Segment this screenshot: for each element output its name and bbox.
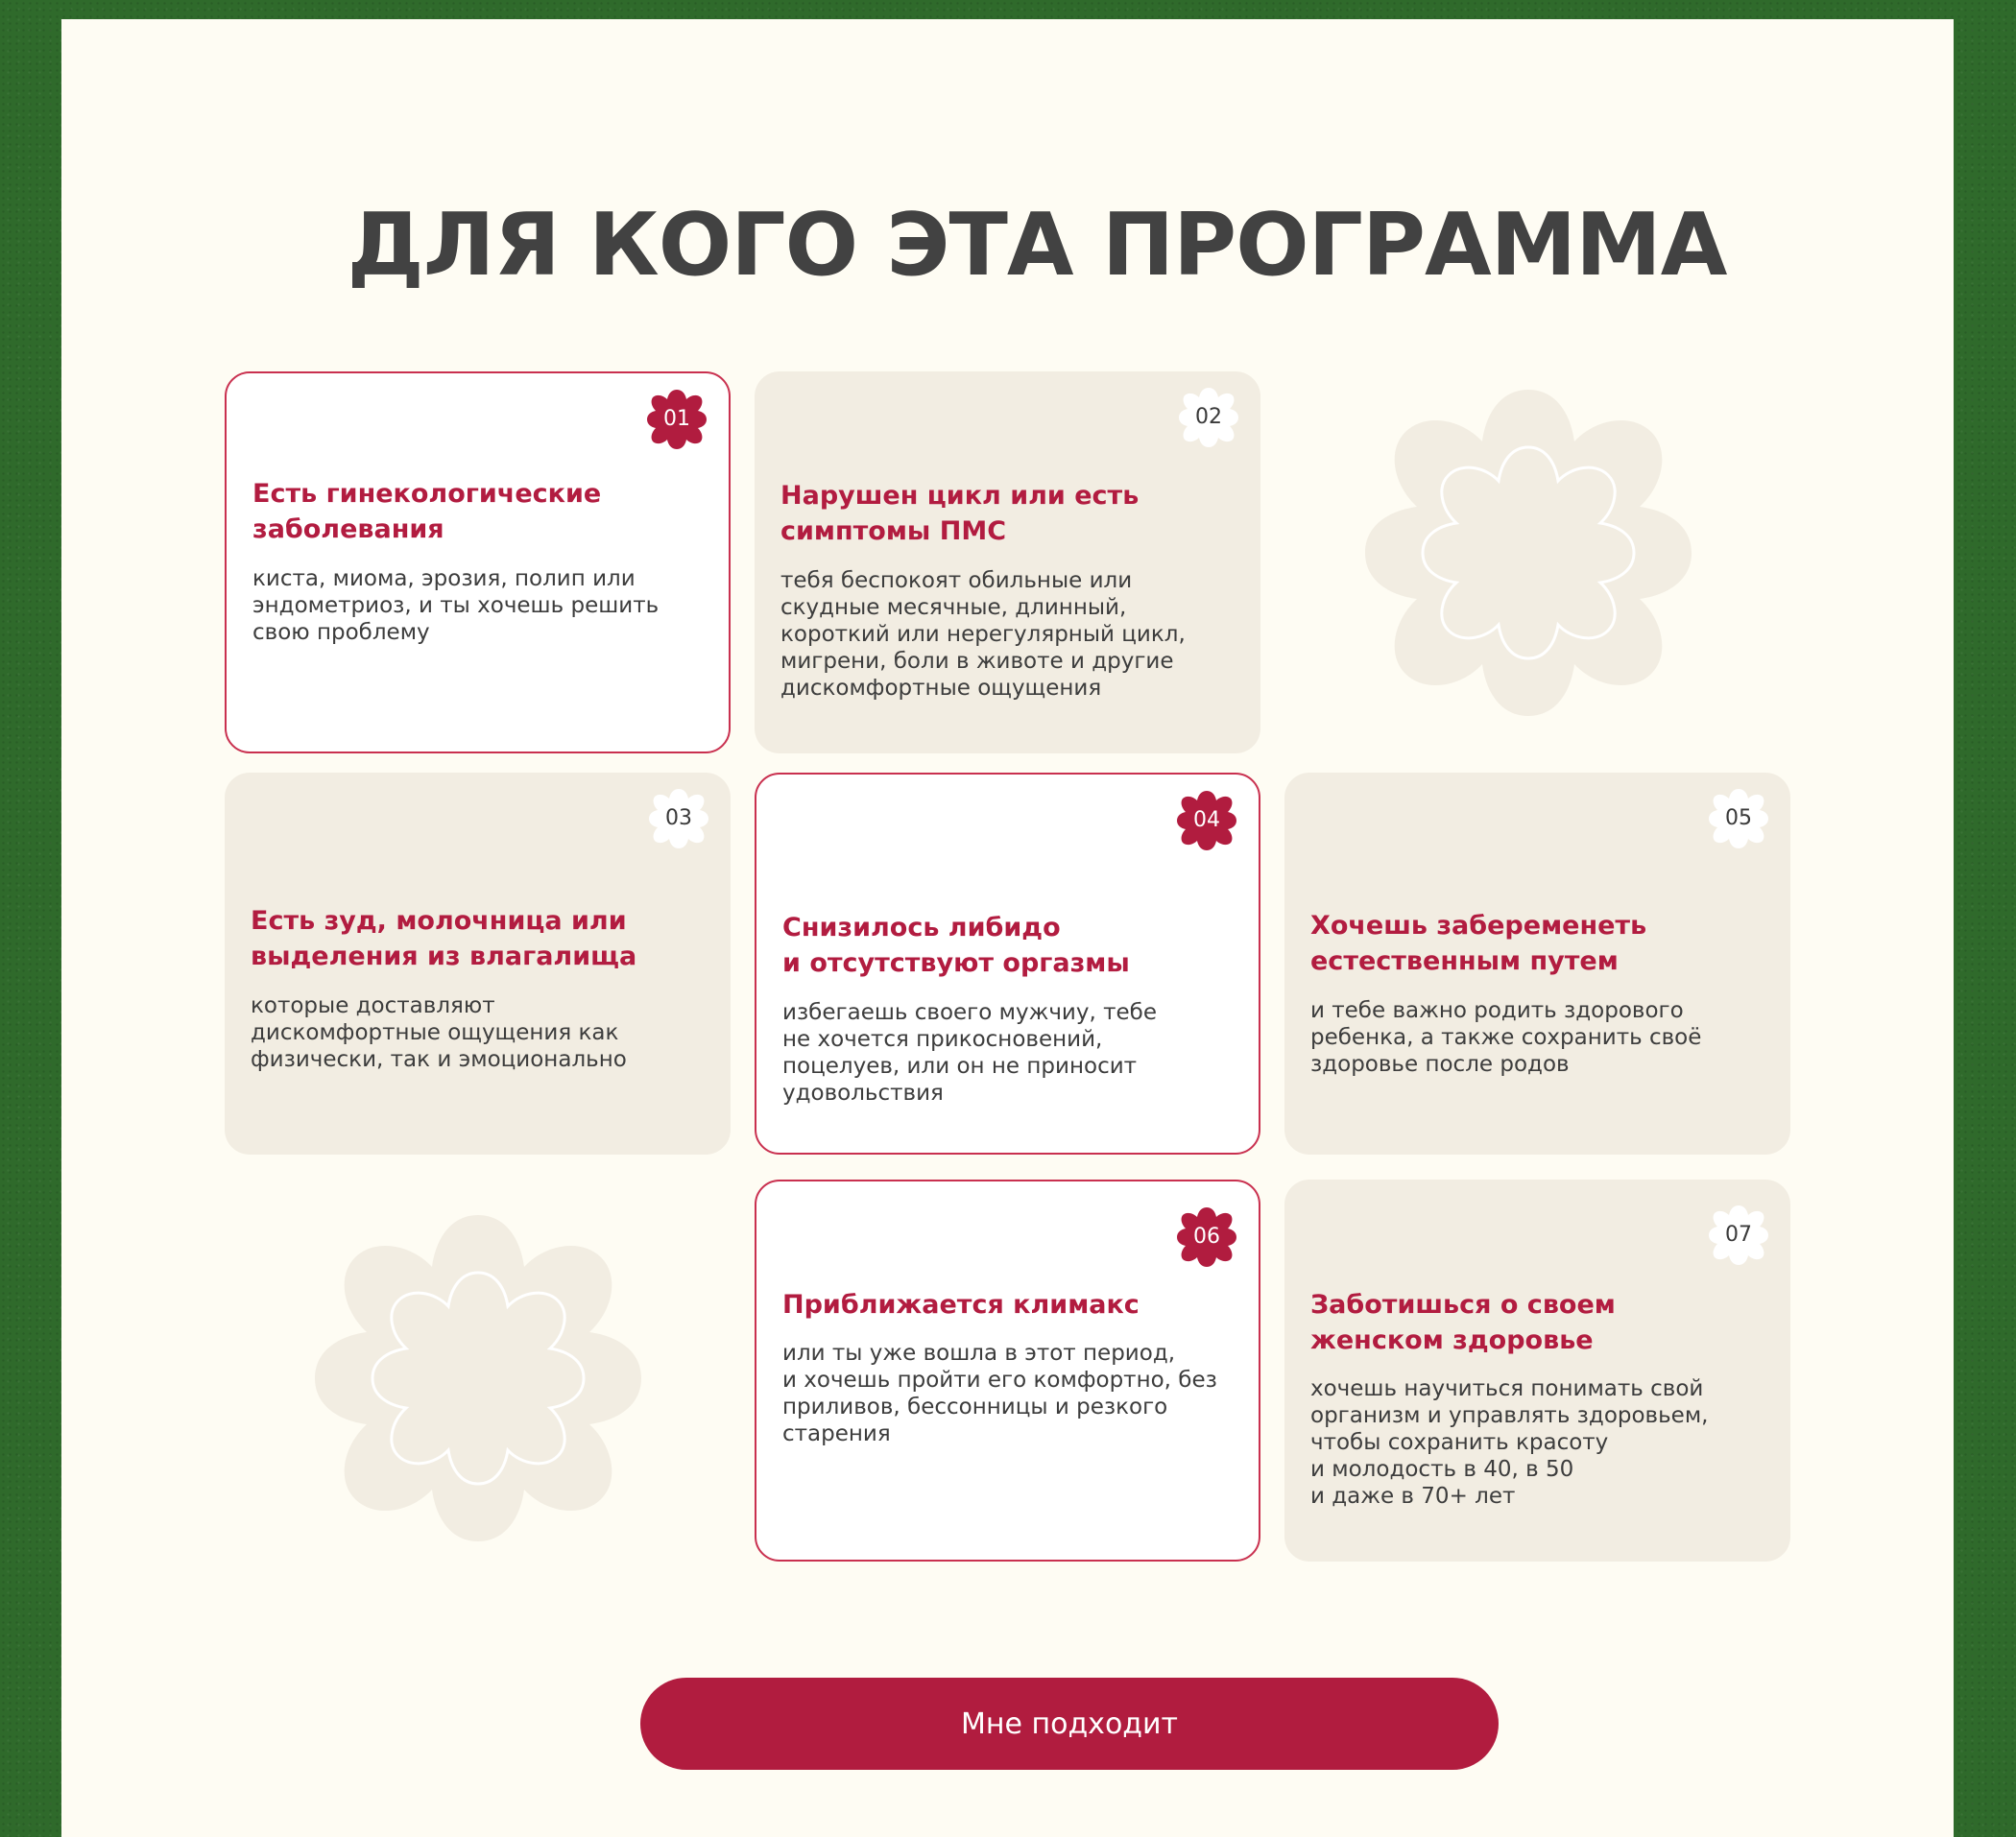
card-title: Заботишься о своем женском здоровье [1310, 1290, 1616, 1355]
card-description: или ты уже вошла в этот период, и хочешь пройти его комфортно, без приливов, бессонницы и резкого старения [782, 1341, 1217, 1446]
number-badge [1176, 790, 1237, 851]
card-description: тебя беспокоят обильные или скудные месячные, длинный, короткий или нерегулярный цикл, мигрени, боли в животе и другие дискомфортные ощущения [780, 568, 1186, 701]
card-description: хочешь научиться понимать свой организм и управлять здоровьем, чтобы сохранить красоту и молодость в 40, в 50 и даже в 70+ лет [1310, 1376, 1709, 1509]
flower-decoration-icon [315, 1215, 641, 1541]
fits-me-button[interactable]: Мне подходит [640, 1678, 1499, 1770]
card-number: 07 [1725, 1223, 1752, 1247]
number-badge [1708, 788, 1769, 849]
number-badge [1178, 387, 1239, 448]
program-audience-section [61, 19, 1954, 1837]
program-card-07 [1284, 1180, 1790, 1562]
number-badge [1708, 1205, 1769, 1266]
flower-decoration-icon [1365, 390, 1692, 716]
card-title: Хочешь забеременеть естественным путем [1310, 911, 1647, 976]
number-badge [648, 788, 709, 849]
card-title: Нарушен цикл или есть симптомы ПМС [780, 481, 1140, 546]
card-number: 03 [665, 806, 692, 830]
card-title: Есть гинекологические заболевания [252, 479, 602, 544]
card-description: избегаешь своего мужчиу, тебе не хочется прикосновений, поцелуев, или он не приносит удовольствия [782, 1000, 1157, 1106]
card-number: 01 [663, 407, 690, 431]
card-description: киста, миома, эрозия, полип или эндометриоз, и ты хочешь решить свою проблему [252, 566, 660, 645]
card-number: 06 [1193, 1225, 1220, 1249]
program-card-05 [1284, 773, 1790, 1155]
card-number: 02 [1195, 405, 1222, 429]
card-number: 04 [1193, 808, 1220, 832]
program-card-01 [225, 371, 731, 753]
program-card-03 [225, 773, 731, 1155]
page-title: ДЛЯ КОГО ЭТА ПРОГРАММА [347, 195, 1727, 296]
program-card-02 [755, 371, 1260, 753]
number-badge [1176, 1206, 1237, 1268]
card-description: которые доставляют дискомфортные ощущения как физически, так и эмоционально [251, 993, 627, 1072]
card-title: Приближается климакс [782, 1290, 1140, 1320]
program-card-06 [755, 1180, 1260, 1562]
card-title: Снизилось либидо и отсутствуют оргазмы [782, 913, 1130, 978]
card-title: Есть зуд, молочница или выделения из влагалища [251, 906, 637, 971]
number-badge [646, 389, 708, 450]
card-number: 05 [1725, 806, 1752, 830]
card-description: и тебе важно родить здорового ребенка, а также сохранить своё здоровье после родов [1310, 998, 1702, 1077]
program-card-04 [755, 773, 1260, 1155]
